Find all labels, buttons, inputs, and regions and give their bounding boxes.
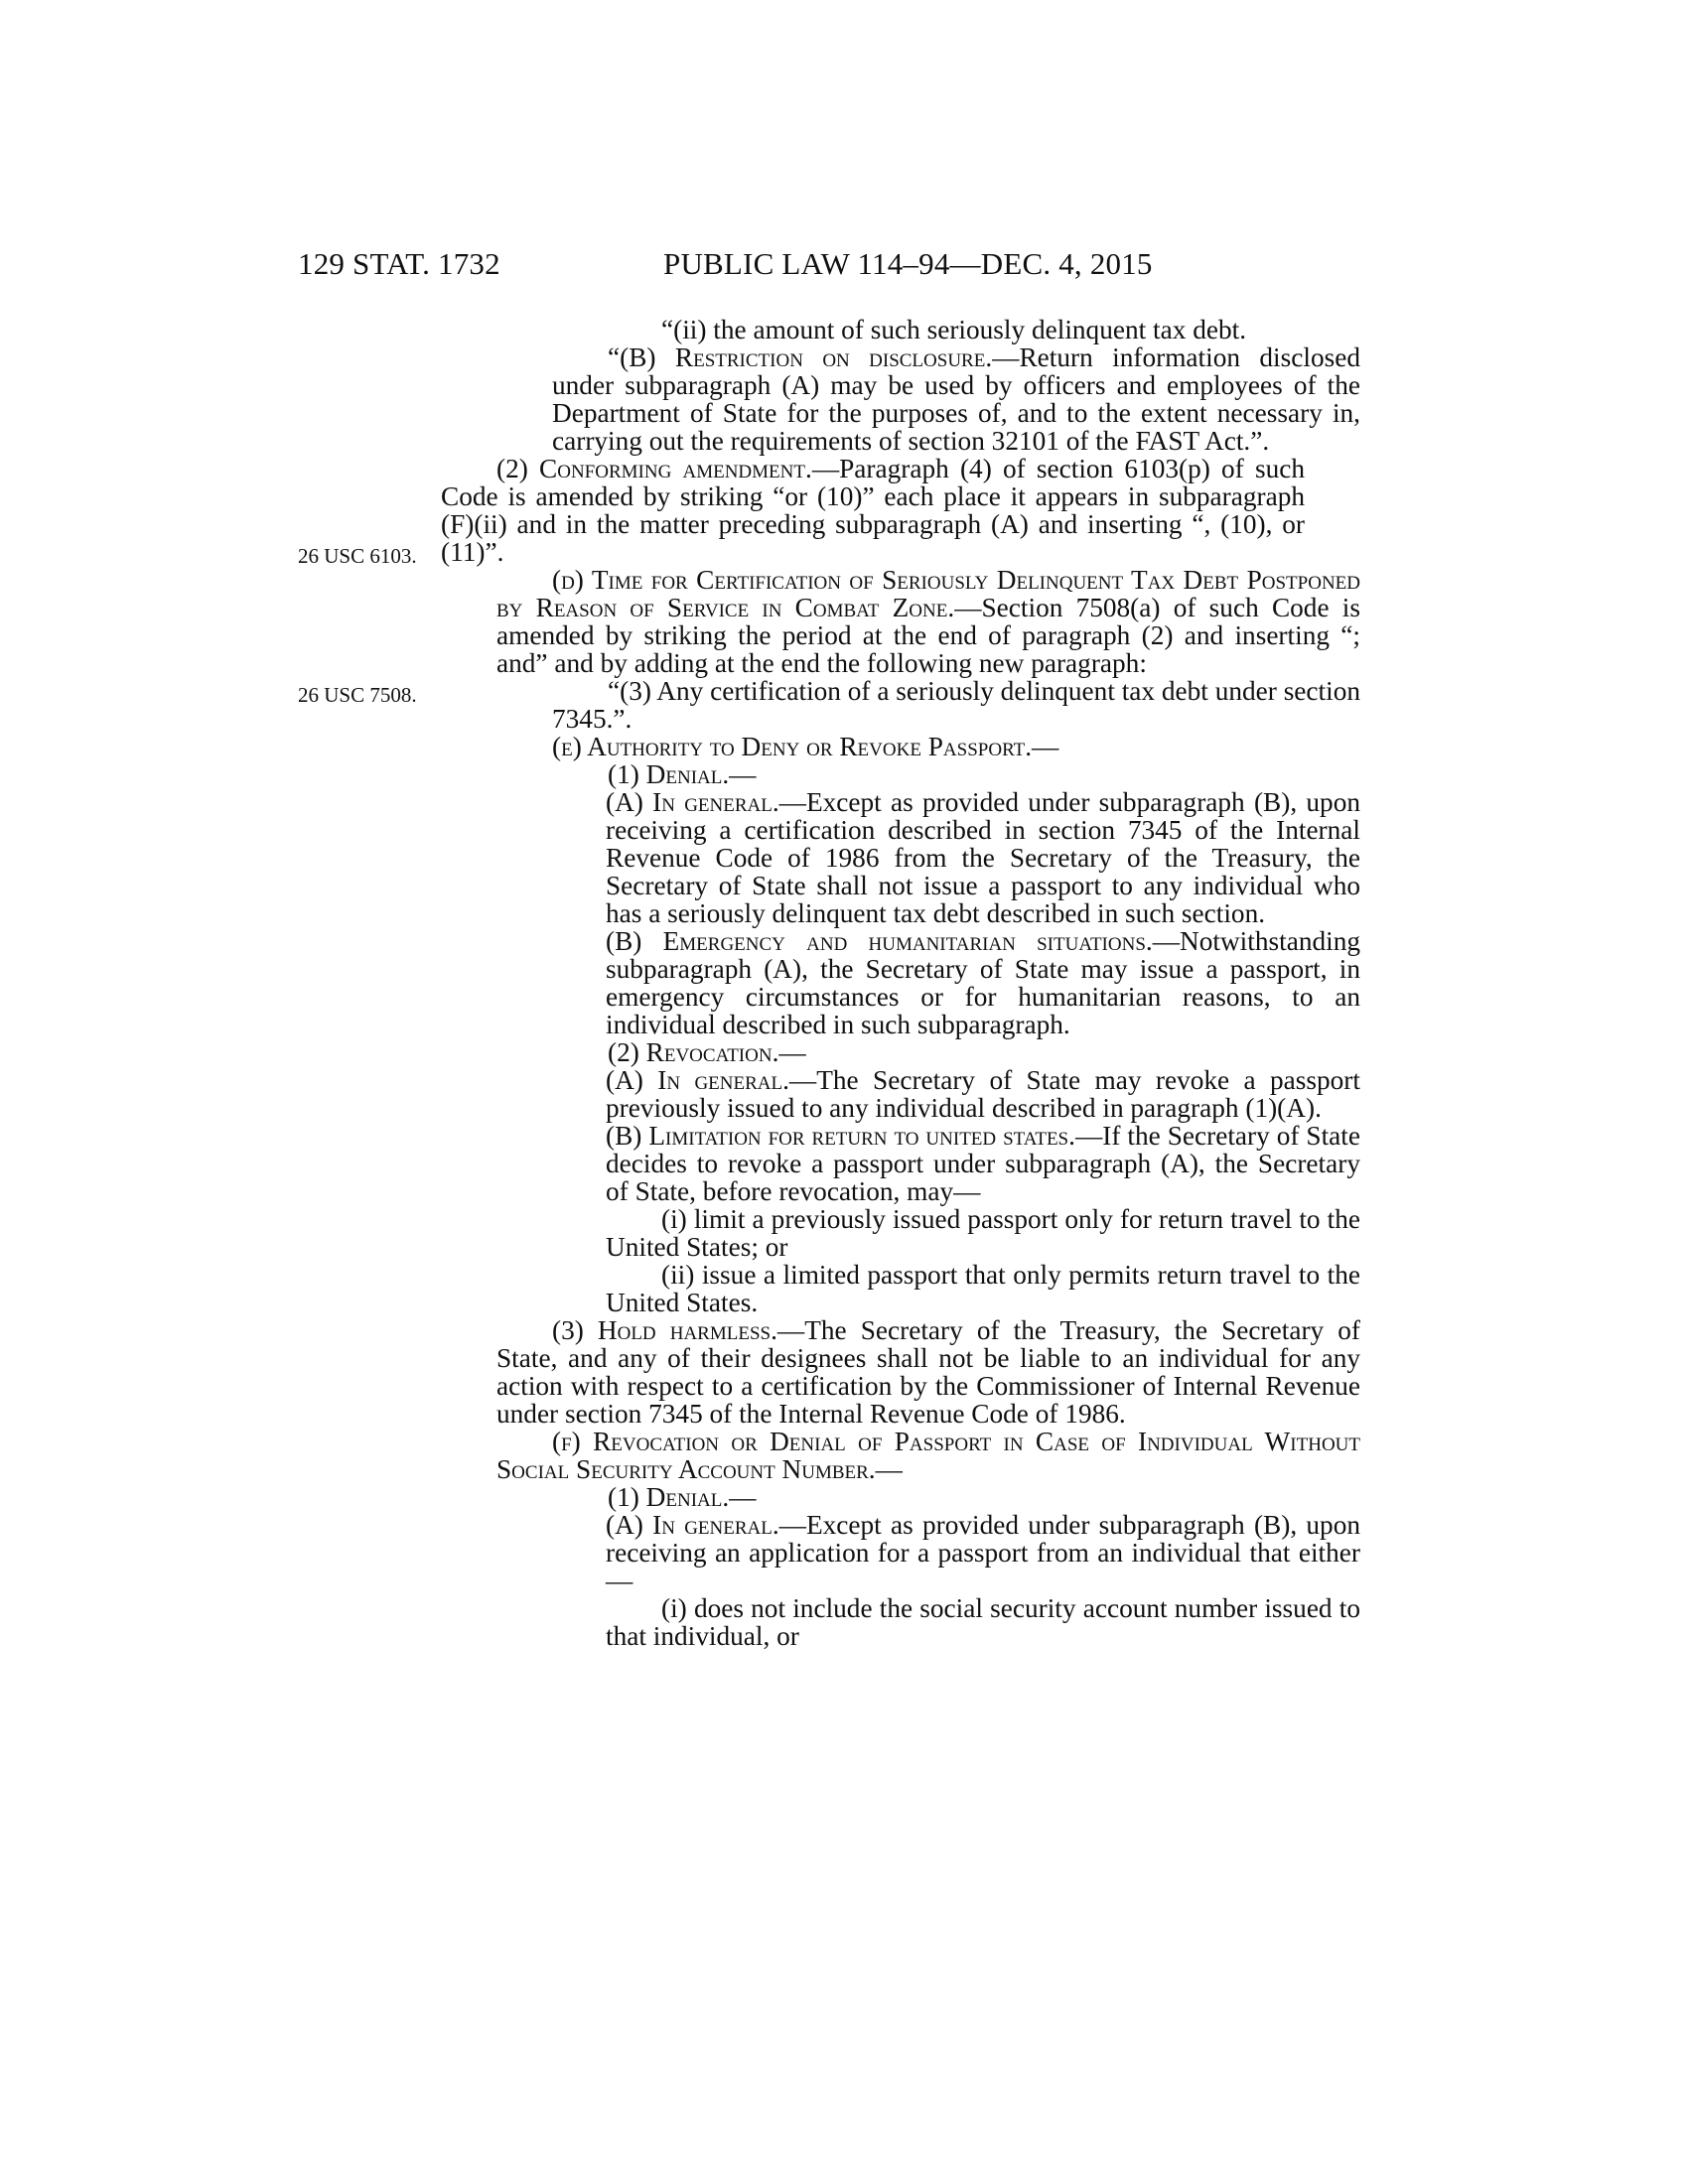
para-2-conforming: (2) Conforming amendment.—Paragraph (4) of section 6103(p) of such Code is amended by striking “or (10)” each place it appears in subparagraph (F)(ii) and in the matter preceding subparagraph (A) and inserting “, (10), or (11)”. xyxy=(441,454,1305,567)
statute-body xyxy=(441,315,1361,1651)
subpara-a-application: (A) In general.—Except as provided under subparagraph (B), upon receiving an application for a passport from an individual that either— xyxy=(606,1510,1360,1595)
subsec-e-heading: (e) Authority to Deny or Revoke Passport.— xyxy=(552,732,1059,761)
margin-note-usc-6103: 26 USC 6103. xyxy=(298,544,417,568)
para-1-denial-ssn: (1) Denial.— xyxy=(608,1482,757,1512)
subsec-f-heading: (f) Revocation or Denial of Passport in Case of Individual Without Social Security Account Number.— xyxy=(496,1427,1360,1484)
para-2-revocation: (2) Revocation.— xyxy=(608,1037,806,1067)
running-head: PUBLIC LAW 114–94—DEC. 4, 2015 xyxy=(663,246,1153,281)
para-1-denial: (1) Denial.— xyxy=(608,759,757,789)
subpara-b-emergency: (B) Emergency and humanitarian situations.—Notwithstanding subparagraph (A), the Secretary of State may issue a passport, in emergency circumstances or for humanitarian reasons, to an individual described in such subparagraph. xyxy=(606,926,1360,1039)
clause-i-limit: (i) limit a previously issued passport only for return travel to the United States; or xyxy=(606,1204,1360,1262)
subsec-d-time: (d) Time for Certification of Seriously Delinquent Tax Debt Postponed by Reason of Service in Combat Zone.—Section 7508(a) of such Code is amended by striking the period at the end of paragraph (2) and inserting “; and” and by adding at the end the following new paragraph: xyxy=(496,565,1360,678)
page-citation: 129 STAT. 1732 xyxy=(298,246,500,281)
para-3-certification: “(3) Any certification of a seriously delinquent tax debt under section 7345.”. xyxy=(552,676,1361,734)
margin-note-usc-7508: 26 USC 7508. xyxy=(298,683,417,707)
para-3-hold-harmless: (3) Hold harmless.—The Secretary of the Treasury, the Secretary of State, and any of their designees shall not be liable to an individual for any action with respect to a certification by the Commissioner of Internal Revenue under section 7345 of the Internal Revenue Code of 1986. xyxy=(496,1315,1360,1429)
subpara-a-revoke: (A) In general.—The Secretary of State may revoke a passport previously issued to any individual described in paragraph (1)(A). xyxy=(606,1065,1360,1123)
clause-i-ssn: (i) does not include the social security account number issued to that individual, or xyxy=(606,1593,1360,1651)
subpara-b-restriction: “(B) Restriction on disclosure.—Return information disclosed under subparagraph (A) may be used by officers and employees of the Department of State for the purposes of, and to the extent necessary in, carrying out the requirements of section 32101 of the FAST Act.”. xyxy=(552,342,1360,456)
subpara-a-general: (A) In general.—Except as provided under subparagraph (B), upon receiving a certification described in section 7345 of the Internal Revenue Code of 1986 from the Secretary of the Treasury, the Secretary of State shall not issue a passport to any individual who has a seriously delinquent tax debt described in such section. xyxy=(606,787,1360,928)
subpara-b-limitation: (B) Limitation for return to united states.—If the Secretary of State decides to revoke a passport under subparagraph (A), the Secretary of State, before revocation, may— xyxy=(606,1121,1360,1206)
clause-ii-amount: “(ii) the amount of such seriously delinquent tax debt. xyxy=(661,315,1247,344)
clause-ii-issue: (ii) issue a limited passport that only permits return travel to the United States. xyxy=(606,1260,1360,1317)
